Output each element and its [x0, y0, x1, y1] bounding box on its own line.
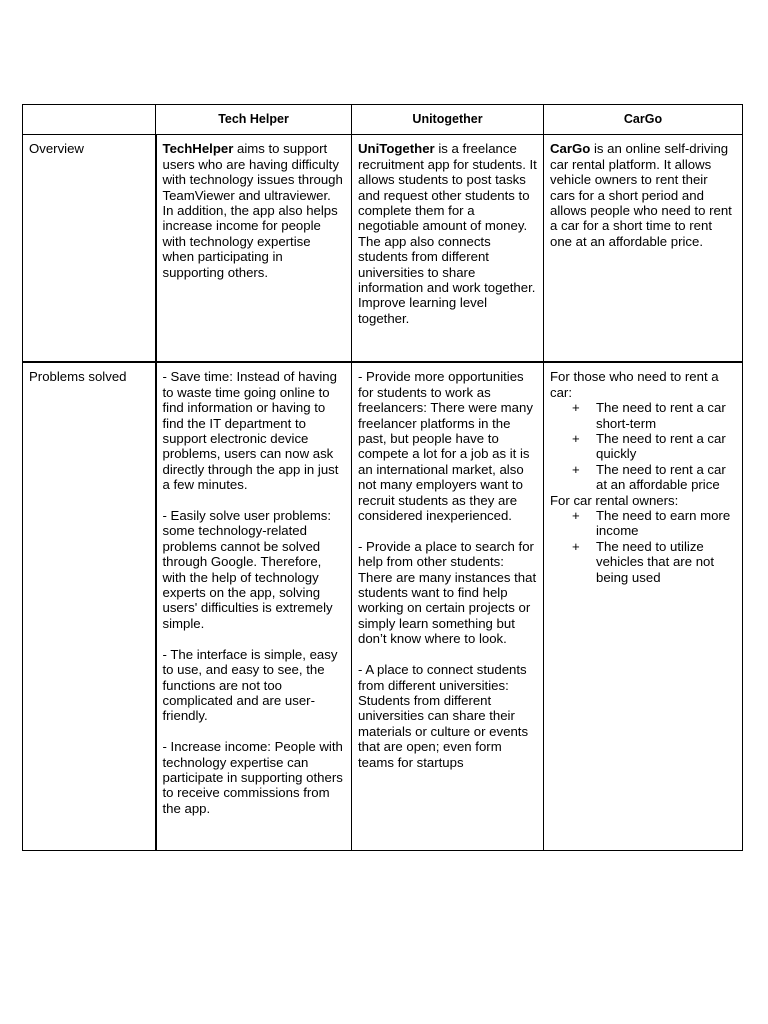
overview-cargo: [544, 135, 743, 363]
problems-tech-helper: [156, 362, 352, 851]
header-empty-cell: [23, 105, 156, 135]
tech-helper-name: TechHelper: [162, 141, 234, 157]
list-item-text: The need to rent a car quickly: [596, 431, 726, 462]
plus-bullet: +: [572, 431, 580, 447]
cargo-renters-heading: For those who need to rent a car:: [550, 369, 719, 400]
cargo-owners-list: [550, 508, 736, 585]
overview-label: Overview: [23, 135, 156, 363]
list-item-text: The need to utilize vehicles that are not being used: [596, 538, 715, 585]
unitogether-name: UniTogether: [358, 141, 435, 157]
problems-unitogether: [352, 362, 544, 851]
header-cargo: CarGo: [544, 105, 743, 135]
list-item: [572, 539, 736, 585]
header-tech-helper: Tech Helper: [156, 105, 352, 135]
problems-row: [23, 362, 743, 851]
overview-row: [23, 135, 743, 363]
plus-bullet: +: [572, 508, 580, 524]
unitogether-problem-3: - A place to connect students from different universities: Students from different universities can share their materials or culture or events that are open; even form teams for startups: [358, 662, 529, 770]
tech-helper-problem-2: - Easily solve user problems: some technology-related problems cannot be solved through Google. Therefore, with the help of technology experts on the app, solving users' difficulties is extremely simple.: [162, 508, 333, 631]
cargo-owners-heading: For car rental owners:: [550, 492, 679, 508]
header-unitogether: Unitogether: [352, 105, 544, 135]
tech-helper-problem-4: - Increase income: People with technology expertise can participate in supporting others to receive commissions from the app.: [162, 739, 343, 816]
tech-helper-overview-text: aims to support users who are having difficulty with technology issues through TeamViewer and ultraviewer. In addition, the app also helps increase income for people with technology expertise when participating in supporting others.: [162, 141, 343, 280]
list-item-text: The need to rent a car short-term: [596, 400, 726, 431]
plus-bullet: +: [572, 400, 580, 416]
problems-cargo: [544, 362, 743, 851]
list-item: [572, 462, 736, 493]
overview-unitogether: [352, 135, 544, 363]
cargo-name: CarGo: [550, 141, 591, 157]
header-row: [23, 105, 743, 135]
cargo-renters-list: [550, 400, 736, 492]
plus-bullet: +: [572, 461, 580, 477]
tech-helper-problem-1: - Save time: Instead of having to waste time going online to find information or having to find the IT department to support electronic device problems, users can now ask directly through the app in just a few minutes.: [162, 369, 339, 493]
list-item-text: The need to earn more income: [596, 508, 731, 539]
comparison-table: [22, 104, 743, 851]
unitogether-problem-1: - Provide more opportunities for students to work as freelancers: There were many freelancer platforms in the past, but people have to compete a lot for a job as it is an international market, also not many employers want to recruit students as they are considered inexperienced.: [358, 369, 533, 524]
unitogether-overview-text: is a freelance recruitment app for students. It allows students to post tasks and request other students to complete them for a negotiable amount of money. The app also connects students from different universities to share information and work together. Improve learning level together.: [358, 141, 537, 326]
unitogether-problem-2: - Provide a place to search for help from other students: There are many instances that students want to find help working on certain projects or simply learn something but don’t know where to look.: [358, 538, 537, 647]
list-item-text: The need to rent a car at an affordable price: [596, 461, 726, 493]
list-item: [572, 508, 736, 539]
plus-bullet: +: [572, 538, 580, 554]
cargo-overview-text: is an online self-driving car rental platform. It allows vehicle owners to rent their cars for a short period and allows people who need to rent a car for a short time to rent one at an affordable price.: [550, 141, 732, 249]
tech-helper-problem-3: - The interface is simple, easy to use, and easy to see, the functions are not too complicated and are user-friendly.: [162, 646, 338, 724]
problems-label: Problems solved: [23, 362, 156, 851]
list-item: [572, 431, 736, 462]
list-item: [572, 400, 736, 431]
overview-tech-helper: [156, 135, 352, 363]
